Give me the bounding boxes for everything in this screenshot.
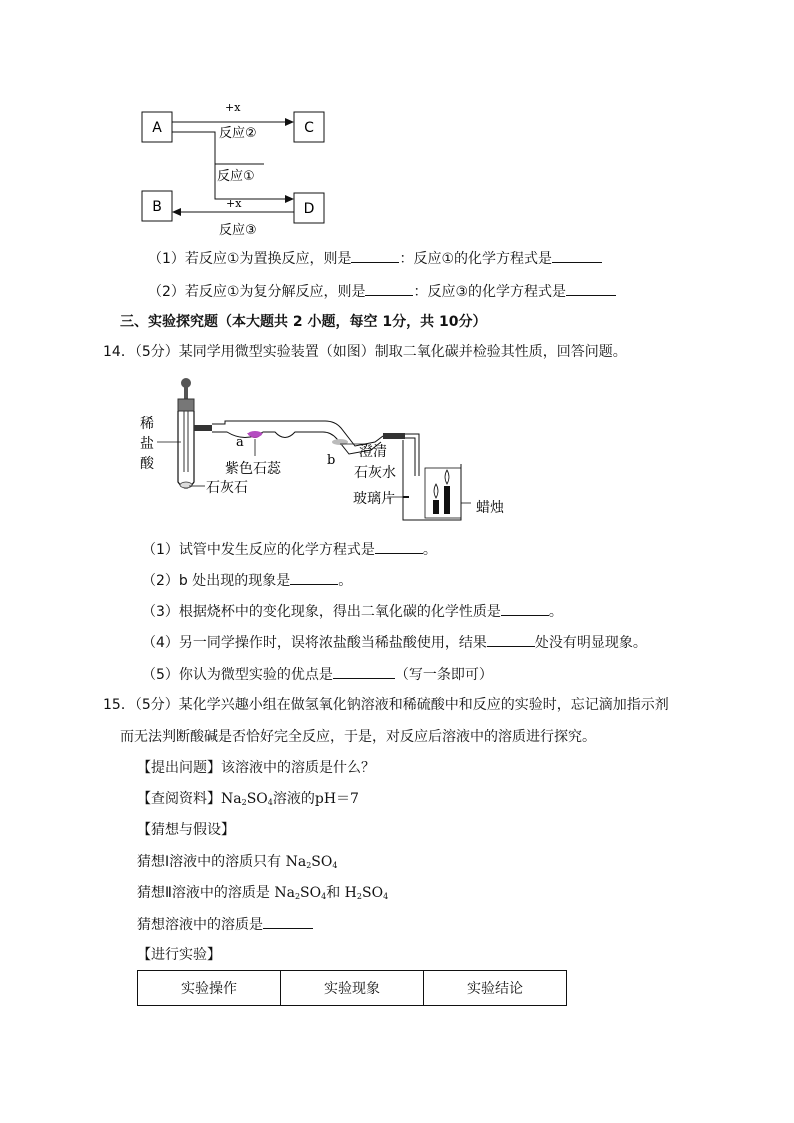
- beaker: [403, 440, 461, 520]
- table-header-cell: 实验现象: [281, 971, 424, 1006]
- part-text: （写一条即可）: [394, 667, 493, 683]
- part-text: （3）根据烧杯中的变化现象，得出二氧化碳的化学性质是: [142, 604, 501, 620]
- table-row: [138, 971, 567, 1006]
- answer-blank: [290, 570, 338, 585]
- part-text: （1）试管中发生反应的化学方程式是: [142, 542, 375, 558]
- acid-label-1: 稀: [140, 416, 154, 432]
- guess-text: 猜想Ⅱ溶液中的溶质是: [137, 885, 275, 901]
- answer-blank: [365, 281, 413, 296]
- limewater-label-2: 石灰水: [354, 465, 396, 481]
- plus-x-top: +x: [225, 101, 241, 114]
- answer-blank: [375, 539, 423, 554]
- part-text: （4）另一同学操作时，误将浓盐酸当稀盐酸使用，结果: [142, 635, 487, 651]
- table-header-cell: 实验结论: [424, 971, 567, 1006]
- litmus-label: 紫色石蕊: [225, 461, 281, 477]
- q15-guess2: [137, 883, 388, 907]
- table-header-cell: 实验操作: [138, 971, 281, 1006]
- q15-stem-1: 15．（5分）某化学兴趣小组在做氢氧化钠溶液和稀硫酸中和反应的实验时，忘记滴加指示剂: [103, 697, 669, 713]
- part-text: 。: [422, 542, 437, 558]
- part-number: （2）: [148, 284, 185, 300]
- part-text: 处没有明显现象。: [534, 635, 647, 651]
- answer-blank: [501, 601, 549, 616]
- info-ph: pH＝7: [314, 791, 359, 807]
- reaction3-label: 反应③: [219, 223, 257, 238]
- part-text: ：反应③的化学方程式是: [413, 284, 567, 300]
- dropper-bulb: [181, 378, 191, 388]
- label-a: a: [236, 435, 244, 450]
- arrow-right-icon: [285, 118, 294, 126]
- formula: $Na_2SO_4$: [285, 854, 338, 870]
- q15-stem-2: 而无法判断酸碱是否恰好完全反应，于是，对反应后溶液中的溶质进行探究。: [120, 729, 596, 745]
- box-c-label: C: [304, 120, 314, 136]
- micro-apparatus-figure: [135, 372, 525, 522]
- acid-label-2: 盐: [140, 436, 154, 452]
- candle-label: 蜡烛: [476, 500, 504, 516]
- q15-guess3: [137, 914, 313, 935]
- reaction2-label: 反应②: [219, 126, 257, 141]
- guess-text: 猜想Ⅰ溶液中的溶质只有: [137, 854, 286, 870]
- info-heading: 【查阅资料】: [137, 791, 221, 807]
- q15-question: 【提出问题】该溶液中的溶质是什么？: [137, 760, 375, 776]
- section-title: 三、实验探究题（本大题共 2 小题，每空 1分，共 10分）: [120, 314, 487, 330]
- box-a-label: A: [152, 120, 162, 136]
- formula: $Na_2SO_4$: [221, 791, 273, 807]
- part-text: 。: [338, 573, 353, 589]
- guess-text: 和: [326, 885, 345, 901]
- flame-icon: [434, 484, 438, 498]
- answer-blank: [333, 664, 395, 679]
- box-d-label: D: [303, 201, 315, 217]
- arrow-left-icon: [172, 208, 181, 216]
- part-number: （1）: [148, 251, 185, 267]
- answer-blank: [487, 632, 535, 647]
- part-text: （2）b 处出现的现象是: [142, 573, 291, 589]
- part-text: ：反应①的化学方程式是: [399, 251, 553, 267]
- candle-short: [433, 500, 439, 514]
- part-text: 若反应①为置换反应，则是: [184, 251, 352, 267]
- answer-blank: [552, 248, 602, 263]
- q14-part2: [142, 570, 352, 591]
- q13-part1: [148, 248, 602, 269]
- q15-hyp-title: 【猜想与假设】: [137, 822, 235, 838]
- experiment-table: [137, 970, 567, 1006]
- box-b-label: B: [152, 199, 162, 215]
- q14-stem: 14．（5分）某同学用微型实验装置（如图）制取二氧化碳并检验其性质，回答问题。: [103, 344, 627, 360]
- flame-icon: [445, 470, 449, 484]
- limestone-label: 石灰石: [206, 480, 248, 496]
- arrow-right-icon: [285, 195, 294, 203]
- test-tube: [178, 411, 194, 488]
- label-b: b: [327, 453, 336, 468]
- formula: $H_2SO_4$: [344, 885, 389, 901]
- q14-part5: [142, 664, 493, 685]
- q14-part1: [142, 539, 437, 560]
- q14-part4: [142, 632, 647, 653]
- reaction1-label: 反应①: [217, 169, 255, 184]
- q13-part2: [148, 281, 616, 302]
- answer-blank: [263, 914, 313, 929]
- part-text: 若反应①为复分解反应，则是: [184, 284, 366, 300]
- q15-guess1: [137, 852, 337, 876]
- part-text: 。: [548, 604, 563, 620]
- q15-exp-title: 【进行实验】: [137, 947, 221, 963]
- reaction-diagram: [130, 95, 350, 245]
- limewater-label-1: 澄清: [359, 444, 387, 460]
- acid-label-3: 酸: [140, 456, 154, 472]
- formula: $Na_2SO_4$: [274, 885, 327, 901]
- candle-tall: [444, 486, 450, 514]
- part-text: （5）你认为微型实验的优点是: [142, 667, 333, 683]
- guess-text: 猜想溶液中的溶质是: [137, 917, 263, 933]
- plus-x-bottom: +x: [226, 197, 242, 210]
- q15-info: [137, 789, 359, 813]
- q14-part3: [142, 601, 563, 622]
- answer-blank: [566, 281, 616, 296]
- glass-label: 玻璃片: [353, 491, 395, 507]
- info-text: 溶液的: [272, 791, 315, 807]
- answer-blank: [351, 248, 399, 263]
